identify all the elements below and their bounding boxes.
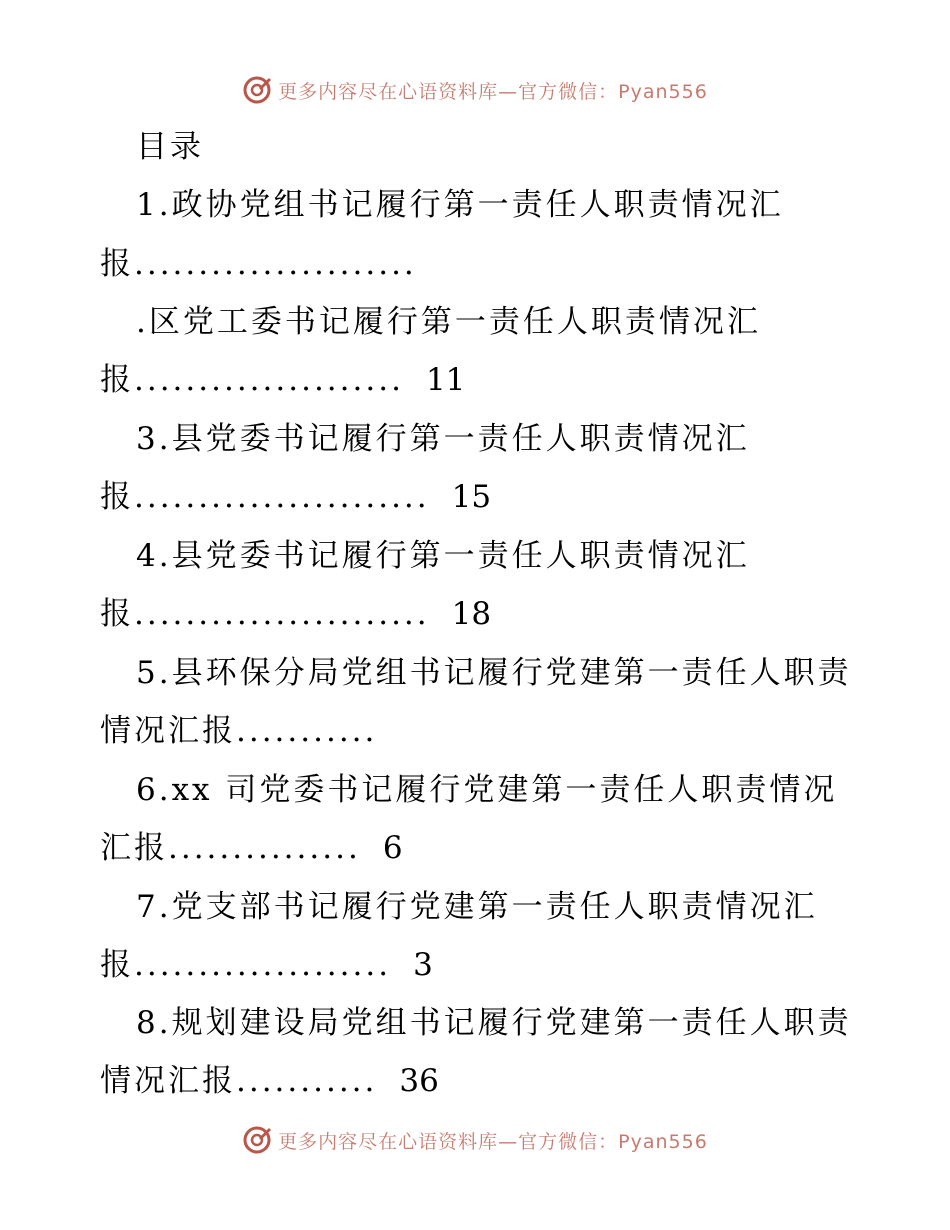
toc-entry-page: 18 [451,596,492,632]
watermark-text: 更多内容尽在心语资料库—官方微信：Pyan556 [278,80,708,103]
toc-entry-leader [100,945,433,985]
toc-entry-cont: 报....................... [100,479,430,515]
toc-entry-page: 36 [399,1063,439,1099]
toc-entry-page: 15 [451,479,492,515]
toc-entry-leader [100,244,439,284]
toc-entry-title: 7.党支部书记履行党建第一责任人职责情况汇 [136,889,818,925]
toc-entry-leader [100,477,491,517]
toc-entry-leader [100,360,465,400]
toc-entry-cont: 报....................... [100,596,430,632]
toc-entry-leader [100,1061,439,1101]
pen-logo-icon [242,1125,272,1155]
toc-entry-title: 3.县党委书记履行第一责任人职责情况汇 [136,421,750,457]
toc-entry-cont: 情况汇报........... [100,713,378,749]
toc-entry-cont: 报.................... [100,947,392,983]
toc-entry-leader [100,711,399,751]
toc-entry-title: .区党工委书记履行第一责任人职责情况汇 [136,304,761,340]
toc-entry-cont: 汇报............... [100,830,361,866]
toc-heading: 目录 [136,129,204,165]
toc-entry-cont: 报..................... [100,362,404,398]
toc-entry-title: 1.政协党组书记履行第一责任人职责情况汇 [136,187,784,223]
toc-entry-title: 5.县环保分局党组书记履行党建第一责任人职责 [136,655,852,691]
toc-entry-leader [100,828,403,868]
toc-entry-page: 3 [413,947,433,983]
watermark-text: 更多内容尽在心语资料库—官方微信：Pyan556 [278,1130,708,1153]
toc-entry-page: 6 [382,830,403,866]
toc-entry-leader [100,594,491,634]
toc-entry-title: 4.县党委书记履行第一责任人职责情况汇 [136,538,750,574]
toc-entry-cont: 情况汇报........... [100,1063,378,1099]
toc-entry-title: 8.规划建设局党组书记履行党建第一责任人职责 [136,1005,852,1041]
toc-entry-title: 6.xx 司党委书记履行党建第一责任人职责情况 [136,772,838,808]
toc-entry-page: 11 [425,362,466,398]
footer-watermark [0,1120,950,1160]
toc-entry-cont: 报...................... [100,246,417,282]
